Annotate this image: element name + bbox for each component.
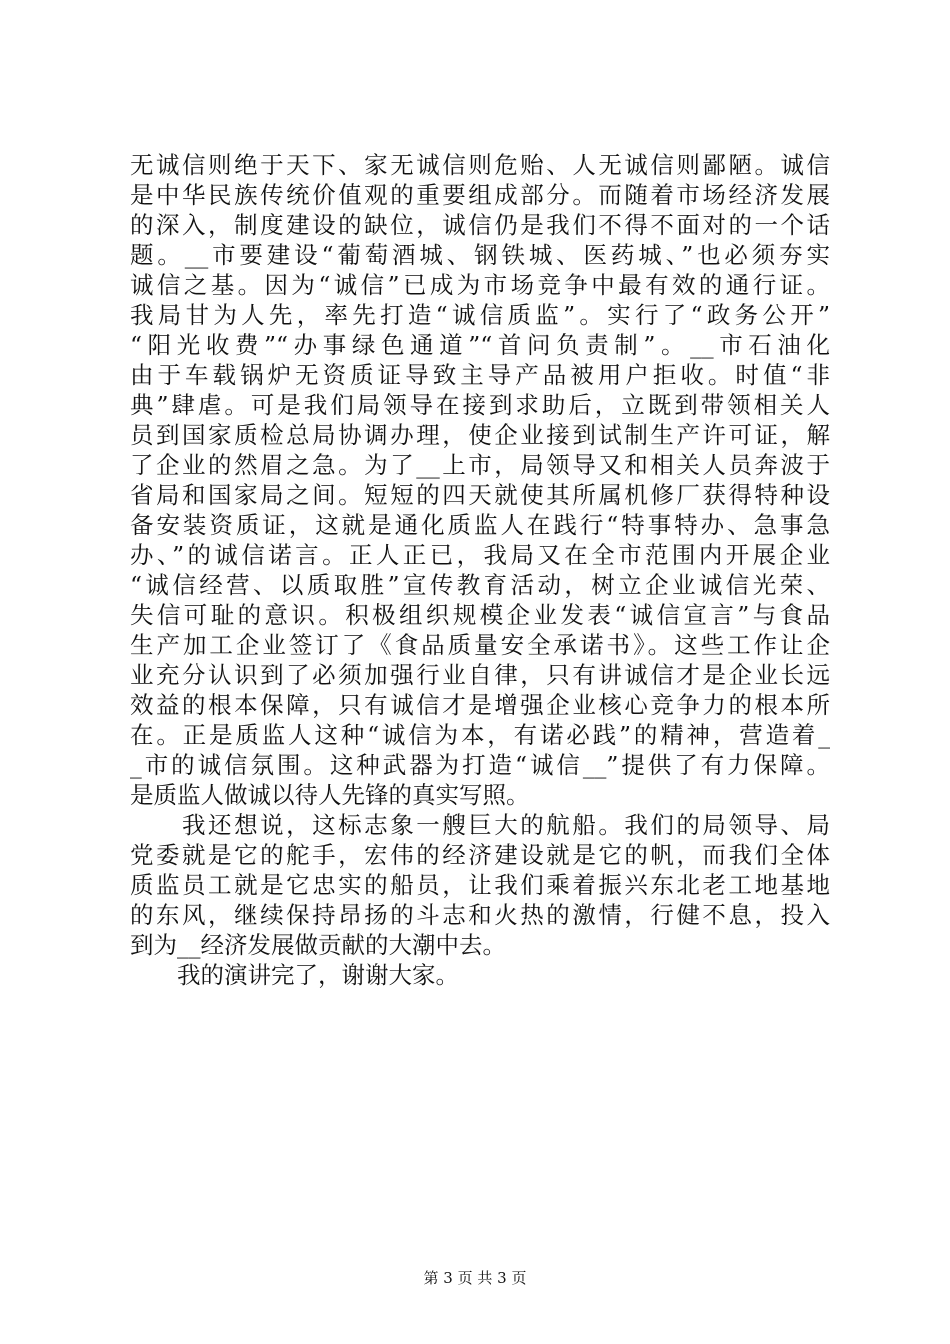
- text-line: 备安装资质证，这就是通化质监人在践行“特事特办、急事急: [130, 511, 830, 539]
- text-line: 党委就是它的舵手，宏伟的经济建设就是它的帆，而我们全体: [130, 841, 830, 869]
- text-line: 办、”的诚信诺言。正人正已，我局又在全市范围内开展企业: [130, 541, 830, 569]
- text-line: 无诚信则绝于天下、家无诚信则危贻、人无诚信则鄙陋。诚信: [130, 151, 830, 179]
- text-line: 我还想说，这标志象一艘巨大的航船。我们的局领导、局: [130, 811, 830, 839]
- page-footer: 第 3 页 共 3 页: [423, 1269, 527, 1287]
- text-line: 我局甘为人先，率先打造“诚信质监”。实行了“政务公开”: [130, 301, 830, 329]
- text-line: 我的演讲完了，谢谢大家。: [130, 961, 459, 989]
- text-line: 省局和国家局之间。短短的四天就使其所属机修厂获得特种设: [130, 481, 830, 509]
- text-line: 典”肆虐。可是我们局领导在接到求助后，立既到带领相关人: [130, 391, 830, 419]
- text-line: 的东风，继续保持昂扬的斗志和火热的激情，行健不息，投入: [130, 901, 830, 929]
- text-line: 由于车载锅炉无资质证导致主导产品被用户拒收。时值“非: [130, 361, 830, 389]
- text-line: 是中华民族传统价值观的重要组成部分。而随着市场经济发展: [130, 181, 830, 209]
- text-line: 效益的根本保障，只有诚信才是增强企业核心竞争力的根本所: [130, 691, 830, 719]
- text-line: “诚信经营、以质取胜”宣传教育活动，树立企业诚信光荣、: [130, 571, 830, 599]
- text-line: 业充分认识到了必须加强行业自律，只有讲诚信才是企业长远: [130, 661, 830, 689]
- text-line: 失信可耻的意识。积极组织规模企业发表“诚信宣言”与食品: [130, 601, 830, 629]
- text-line: 的深入，制度建设的缺位，诚信仍是我们不得不面对的一个话: [130, 211, 830, 239]
- text-line: 题。__市要建设“葡萄酒城、钢铁城、医药城、”也必须夯实: [130, 241, 830, 269]
- text-line: 质监员工就是它忠实的船员，让我们乘着振兴东北老工地基地: [130, 871, 830, 899]
- text-line: 到为__经济发展做贡献的大潮中去。: [130, 931, 506, 959]
- text-line: 在。正是质监人这种“诚信为本，有诺必践”的精神，营造着_: [130, 721, 830, 749]
- text-line: 是质监人做诚以待人先锋的真实写照。: [130, 781, 530, 809]
- text-line: “阳光收费”“办事绿色通道”“首问负责制”。__市石油化: [130, 331, 830, 359]
- text-line: 诚信之基。因为“诚信”已成为市场竞争中最有效的通行证。: [130, 271, 830, 299]
- text-line: 生产加工企业签订了《食品质量安全承诺书》。这些工作让企: [130, 631, 830, 659]
- speech-body: [130, 150, 830, 990]
- text-line: _市的诚信氛围。这种武器为打造“诚信__”提供了有力保障。: [130, 751, 830, 779]
- text-line: 员到国家质检总局协调办理，使企业接到试制生产许可证，解: [130, 421, 830, 449]
- text-line: 了企业的然眉之急。为了__上市，局领导又和相关人员奔波于: [130, 451, 830, 479]
